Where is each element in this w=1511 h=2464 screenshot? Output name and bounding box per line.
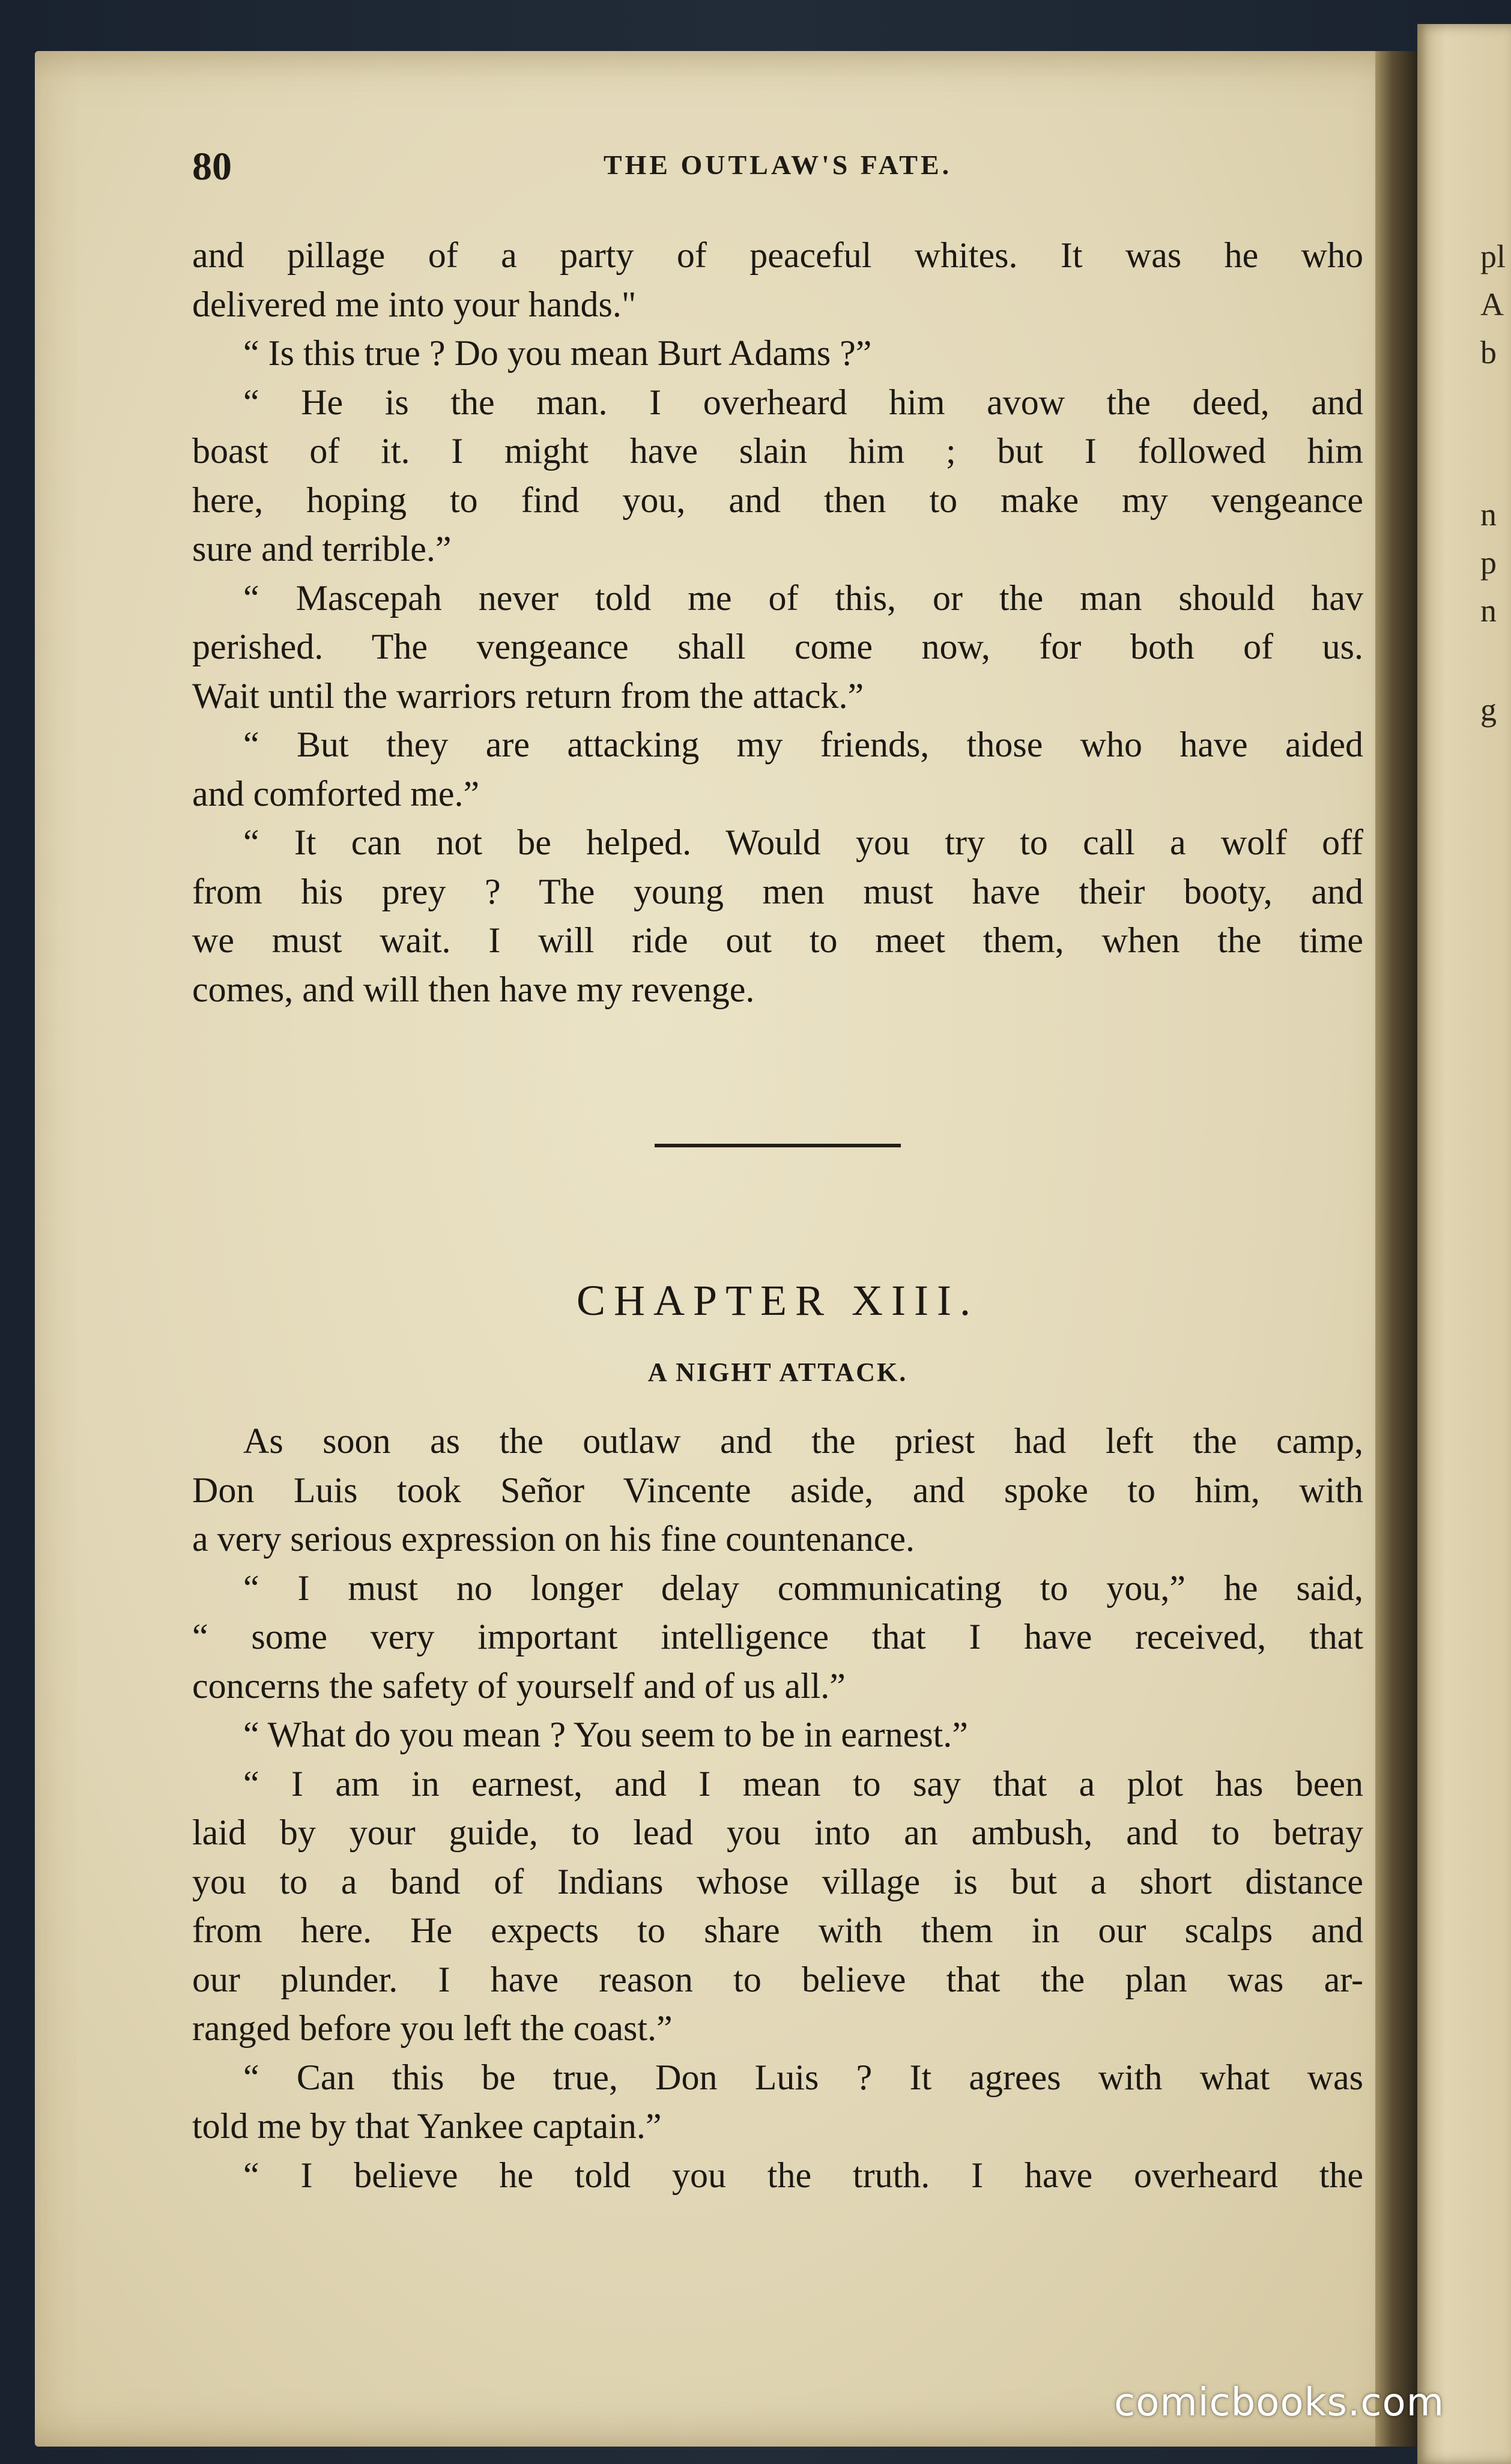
text-line: from his prey ? The young men must have their booty, and [192,871,1363,911]
text-line: our plunder. I have reason to believe that the plan was ar- [192,1959,1363,1999]
text-line: and pillage of a party of peaceful whites. It was he who [192,235,1363,275]
facing-page-fragment: g [1480,692,1497,728]
body-text-section-1 [192,231,1363,1014]
facing-page-fragment: A [1480,286,1504,322]
text-line: “ He is the man. I overheard him avow the deed, and [243,382,1363,422]
running-head [192,144,1363,192]
text-line: “ I believe he told you the truth. I have overheard the [243,2155,1363,2195]
text-line: “ It can not be helped. Would you try to call a wolf off [243,823,1363,862]
text-line: we must wait. I will ride out to meet them, when the time [192,920,1363,960]
running-title: THE OUTLAW'S FATE. [603,149,952,180]
chapter-subtitle: A NIGHT ATTACK. [647,1357,908,1387]
body-text-section-2 [192,1417,1363,2200]
facing-page-fragment: b [1480,334,1497,370]
book-gutter [1375,51,1417,2447]
text-line: “ Is this true ? Do you mean Burt Adams ?” [243,333,872,373]
text-line: “ Can this be true, Don Luis ? It agrees with what was [243,2057,1363,2097]
text-line: from here. He expects to share with them in our scalps and [192,1910,1363,1950]
facing-page-edge [1417,24,1511,2464]
text-line: perished. The vengeance shall come now, for both of us. [192,627,1363,666]
text-line: “ I am in earnest, and I mean to say that a plot has been [243,1763,1363,1804]
text-line: boast of it. I might have slain him ; but I followed him [192,431,1363,471]
text-line: concerns the safety of yourself and of us all.” [192,1665,846,1706]
text-line: ranged before you left the coast.” [192,2008,673,2048]
text-line: told me by that Yankee captain.” [192,2106,662,2146]
text-line: and comforted me.” [192,773,480,814]
text-line: you to a band of Indians whose village is but a short distance [192,1861,1363,1901]
text-line: Wait until the warriors return from the attack.” [192,675,864,716]
text-line: a very serious expression on his fine countenance. [192,1519,915,1559]
text-line: sure and terrible.” [192,529,452,569]
text-line: “ What do you mean ? You seem to be in earnest.” [243,1715,968,1754]
facing-page-fragment: pl [1480,238,1506,274]
text-line: Don Luis took Señor Vincente aside, and spoke to him, with [192,1470,1363,1510]
text-line: As soon as the outlaw and the priest had left the camp, [243,1421,1363,1461]
watermark-text: comicbooks.com [1114,2381,1445,2425]
text-line: “ some very important intelligence that I have received, that [192,1617,1363,1656]
text-line: laid by your guide, to lead you into an ambush, and to betray [192,1813,1363,1852]
page-number: 80 [192,145,232,189]
text-line: delivered me into your hands." [192,284,637,324]
facing-page-fragment: n [1480,593,1497,629]
chapter-heading: CHAPTER XIII. [577,1276,979,1324]
facing-page-fragment: n [1480,497,1497,533]
text-line: “ But they are attacking my friends, those who have aided [243,725,1363,764]
text-line: comes, and will then have my revenge. [192,969,755,1009]
text-line: here, hoping to find you, and then to make my vengeance [192,480,1363,520]
text-line: “ Mascepah never told me of this, or the man should hav [243,578,1363,618]
text-line: “ I must no longer delay communicating to you,” he said, [243,1568,1363,1608]
facing-page-fragment: p [1480,545,1497,581]
section-divider-rule [655,1144,901,1147]
